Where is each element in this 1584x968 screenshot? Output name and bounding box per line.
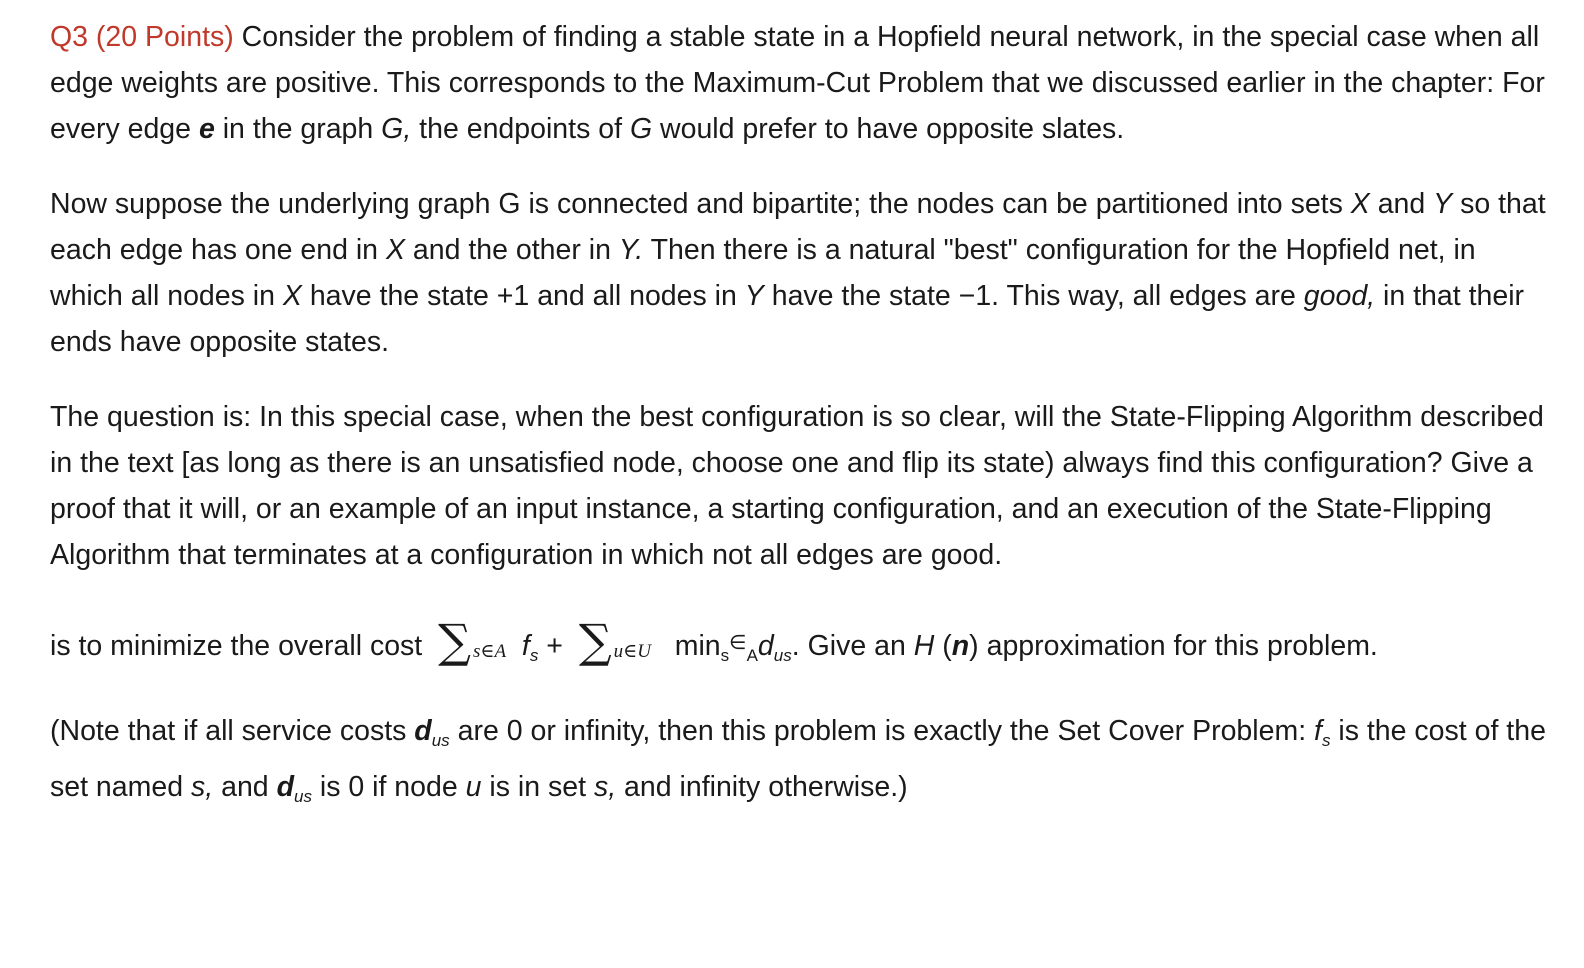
plus-sign: +	[538, 630, 571, 662]
paren-close: )	[969, 630, 979, 662]
question-text-4: would prefer to have opposite slates.	[652, 113, 1125, 145]
var-Y-2: Y.	[618, 234, 644, 266]
sum-subscript: s∈A	[472, 641, 507, 662]
var-G-2: G	[629, 113, 653, 145]
var-Y-3: Y	[744, 280, 764, 312]
question-prompt-paragraph: The question is: In this special case, when the best configuration is so clear, will the State-Flipping Algorithm described in the text [as long as there is an unsatisfied node, choose one and flip its state) always find this configuration? Give a proof that it will, or an example of an input instance, a starting configuration, and an execution of the State-Flipping Algorithm that terminates at a configuration in which not all edges are good.	[50, 401, 1544, 571]
note-paragraph	[50, 708, 1550, 820]
var-H: H	[913, 630, 935, 662]
document	[50, 14, 1550, 849]
p2-text-f: have the state +1 and all nodes in	[301, 280, 745, 312]
formula-paragraph	[50, 614, 1550, 679]
emphasis-good: good,	[1303, 280, 1376, 312]
d-subscript-note: us	[431, 731, 450, 750]
sigma-symbol: ∑	[438, 614, 471, 668]
note-text-g: and infinity otherwise.)	[616, 771, 908, 803]
note-text-b: are 0 or infinity, then this problem is exactly the Set Cover Problem:	[449, 715, 1315, 747]
d-subscript: us	[773, 646, 792, 665]
var-n: n	[951, 630, 970, 662]
paren-open: (	[934, 630, 952, 662]
var-f-note: f	[1314, 715, 1322, 747]
question-text-3: the endpoints of	[411, 113, 630, 145]
element-of-symbol: ∈	[729, 632, 747, 654]
var-X: X	[1350, 188, 1370, 220]
question-text-2: in the graph	[214, 113, 382, 145]
p2-text-a: Now suppose the underlying graph G is connected and bipartite; the nodes can be partitioned into sets	[50, 188, 1351, 220]
p2-text-c: so that each edge has one end in	[50, 188, 1546, 266]
min-subscript: s	[720, 646, 730, 665]
f-subscript-note: s	[1321, 731, 1331, 750]
note-text-c: is the cost of the set named	[50, 715, 1546, 803]
var-s-note-2: s,	[593, 771, 617, 803]
p2-text-h: in that their ends have opposite states.	[50, 280, 1525, 358]
var-f: f	[521, 630, 530, 662]
question-label: Q3 (20 Points)	[50, 21, 234, 53]
p2-text-g: have the state −1. This way, all edges are	[763, 280, 1304, 312]
formula-tail-1: . Give an	[791, 630, 914, 662]
min-text: min	[674, 630, 721, 662]
var-d-note: d	[414, 715, 432, 747]
p2-text-d: and the other in	[404, 234, 619, 266]
formula-tail-2: approximation for this problem.	[978, 630, 1378, 662]
var-Y: Y	[1433, 188, 1453, 220]
p2-text-e: Then there is a natural "best" configuration for the Hopfield net, in which all nodes in	[50, 234, 1476, 312]
sigma-symbol-2: ∑	[578, 614, 612, 668]
var-s-note: s,	[191, 771, 214, 803]
var-d: d	[757, 630, 774, 662]
formula-lead: is to minimize the overall cost	[50, 630, 431, 662]
var-X-2: X	[385, 234, 405, 266]
element-subscript: A	[746, 646, 758, 665]
note-text-f: is in set	[481, 771, 594, 803]
var-X-3: X	[282, 280, 302, 312]
sum-subscript-2: u∈U	[613, 641, 651, 662]
p2-text-b: and	[1369, 188, 1434, 220]
question-paragraph	[50, 14, 1550, 152]
bipartite-paragraph	[50, 181, 1550, 365]
note-text-a: (Note that if all service costs	[50, 715, 415, 747]
var-d-note-2: d	[276, 771, 294, 803]
var-e: e	[198, 113, 215, 145]
note-text-d: and	[213, 771, 277, 803]
var-G: G,	[381, 113, 412, 145]
var-u-note: u	[465, 771, 482, 803]
d-subscript-note-2: us	[293, 787, 312, 806]
f-subscript: s	[529, 646, 539, 665]
note-text-e: is 0 if node	[311, 771, 466, 803]
question-text: Consider the problem of finding a stable state in a Hopfield neural network, in the special case when all edge weights are positive. This corresponds to the Maximum-Cut Problem that we discussed earlier in the chapter: For every edge	[50, 21, 1545, 145]
